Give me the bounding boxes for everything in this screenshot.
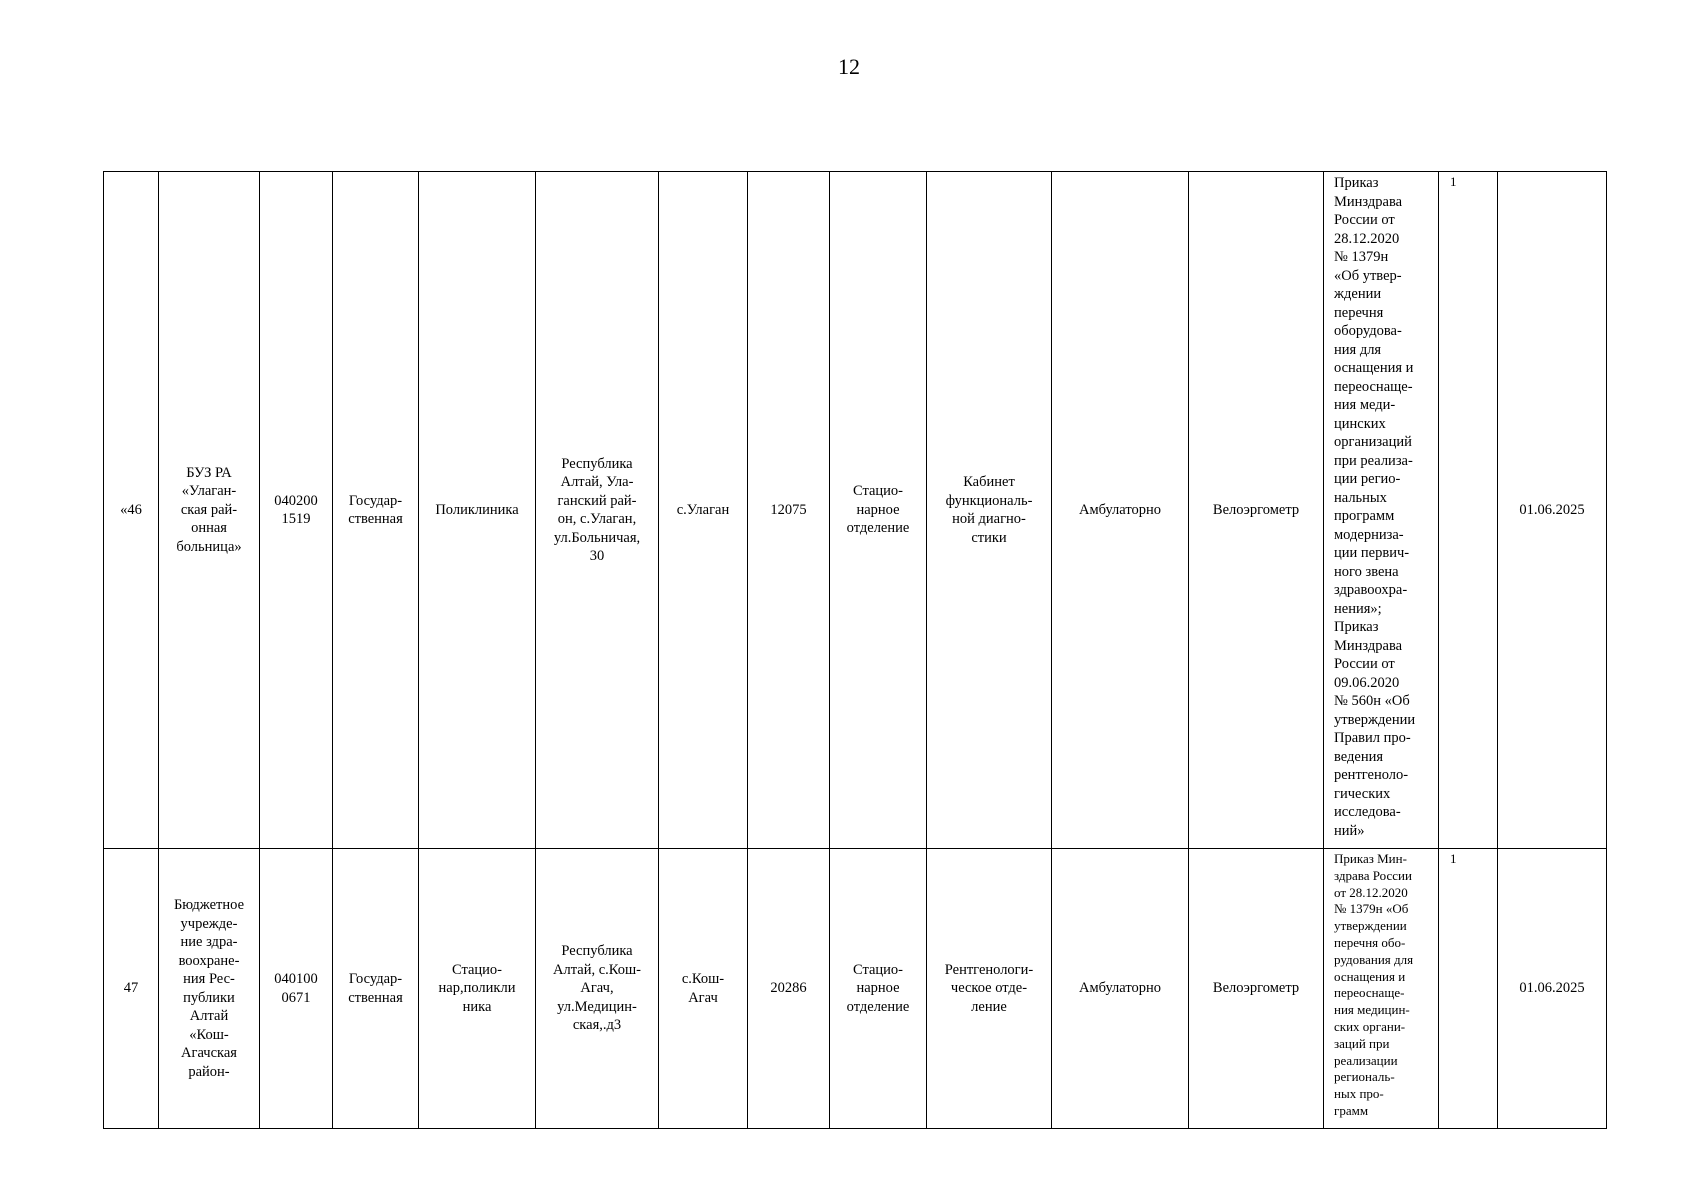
legal-basis-line: исследова-: [1334, 804, 1401, 820]
unit-line: Кабинет: [963, 474, 1015, 490]
unit-cell: [927, 172, 1052, 849]
organization-line: ния Рес-: [183, 971, 235, 987]
date-cell: 01.06.2025: [1498, 849, 1607, 1129]
legal-basis-line: нальных: [1334, 489, 1387, 506]
legal-basis-line: России от: [1334, 656, 1395, 672]
code-line: 040100: [274, 971, 318, 987]
organization-code-cell: [260, 172, 333, 849]
legal-basis-line: Приказ: [1334, 175, 1379, 191]
legal-basis-line: гических: [1334, 785, 1391, 802]
legal-basis-line: Правил про-: [1334, 730, 1411, 746]
locality-line: с.Улаган: [676, 501, 730, 518]
organization-line: «Кош-: [189, 1026, 229, 1043]
ownership-line: Государ-: [348, 971, 403, 987]
legal-basis-line: цинских: [1334, 415, 1386, 432]
locality-cell: [659, 849, 748, 1129]
legal-basis-line: рудования для: [1334, 951, 1414, 967]
legal-basis-line: Приказ: [1334, 619, 1379, 635]
department-line: Стацио-: [852, 961, 904, 978]
legal-basis-line: России от: [1334, 212, 1395, 228]
legal-basis-line: здравоохра-: [1334, 582, 1408, 598]
unit-line: ной диагно-: [952, 511, 1026, 527]
ownership-cell: [333, 172, 419, 849]
legal-basis-line: ния меди-: [1334, 397, 1396, 413]
legal-basis-line: оснащения и: [1334, 968, 1406, 984]
address-line: ская,.д3: [572, 1017, 622, 1034]
equipment-registry-table: [103, 171, 1607, 1129]
department-line: нарное: [856, 980, 900, 997]
organization-line: Алтай: [189, 1008, 229, 1024]
equipment-cell: Велоэргометр: [1189, 172, 1324, 849]
organization-cell: [159, 172, 260, 849]
legal-basis-line: организаций: [1334, 434, 1412, 450]
page-number: 12: [838, 54, 860, 79]
locality-line: Агач: [688, 989, 718, 1006]
code-line: 0671: [281, 989, 311, 1006]
department-line: отделение: [846, 998, 910, 1015]
legal-basis-line: от 28.12.2020: [1334, 884, 1408, 900]
legal-basis-line: утверждении: [1334, 711, 1416, 728]
legal-basis-line: рентгеноло-: [1334, 767, 1409, 783]
address-cell: [536, 849, 659, 1129]
legal-basis-line: ний»: [1334, 822, 1365, 839]
unit-cell: [927, 849, 1052, 1129]
legal-basis-line: оснащения и: [1334, 360, 1414, 376]
facility-type-cell: [419, 172, 536, 849]
legal-basis-line: переоснаще-: [1334, 378, 1413, 395]
unit-line: Рентгенологи-: [944, 961, 1034, 978]
row-number-cell: 47: [104, 849, 159, 1129]
department-line: Стацио-: [852, 483, 904, 500]
address-line: Алтай, с.Кош-: [553, 961, 641, 978]
legal-basis-line: оборудова-: [1334, 323, 1402, 339]
address-line: ганский рай-: [557, 492, 637, 509]
population-cell: 20286: [748, 849, 830, 1129]
organization-line: ская рай-: [180, 501, 238, 518]
unit-line: ческое отде-: [950, 980, 1028, 997]
table-row: [104, 849, 1607, 1129]
legal-basis-line: ного звена: [1334, 563, 1399, 580]
organization-line: район-: [188, 1063, 230, 1080]
population-cell: 12075: [748, 172, 830, 849]
code-line: 040200: [274, 492, 318, 509]
legal-basis-cell: [1324, 849, 1439, 1129]
legal-basis-line: перечня: [1334, 304, 1384, 321]
facility-type-cell: [419, 849, 536, 1129]
organization-line: Бюджетное: [173, 897, 245, 913]
legal-basis-line: № 1379н: [1334, 249, 1389, 265]
address-line: Республика: [561, 455, 633, 472]
legal-basis-line: № 560н «Об: [1334, 693, 1410, 709]
ownership-line: Государ-: [348, 492, 403, 509]
row-number-cell: «46: [104, 172, 159, 849]
locality-cell: [659, 172, 748, 849]
address-line: Агач,: [580, 980, 614, 997]
legal-basis-line: ведения: [1334, 748, 1384, 765]
facility-type-line: нар,поликли: [438, 980, 516, 997]
legal-basis-line: реализации: [1334, 1052, 1398, 1068]
ownership-line: ственная: [348, 989, 403, 1006]
department-cell: [830, 849, 927, 1129]
legal-basis-cell: [1324, 172, 1439, 849]
organization-cell: [159, 849, 260, 1129]
unit-line: функциональ-: [945, 492, 1033, 509]
ownership-cell: [333, 849, 419, 1129]
legal-basis-line: Минздрава: [1334, 193, 1403, 210]
department-line: нарное: [856, 501, 900, 518]
legal-basis-line: модерниза-: [1334, 526, 1404, 543]
legal-basis-line: Приказ Мин-: [1334, 851, 1407, 866]
address-line: Алтай, Ула-: [560, 474, 634, 490]
organization-line: публики: [183, 989, 235, 1006]
legal-basis-line: утверждении: [1334, 918, 1407, 934]
organization-code-cell: [260, 849, 333, 1129]
care-form-cell: Амбулаторно: [1052, 849, 1189, 1129]
table-row: [104, 172, 1607, 849]
care-form-cell: Амбулаторно: [1052, 172, 1189, 849]
address-line: ул.Медицин-: [557, 998, 637, 1015]
organization-line: ние здра-: [180, 934, 238, 950]
address-cell: [536, 172, 659, 849]
unit-line: стики: [971, 529, 1007, 546]
address-line: 30: [589, 548, 605, 564]
legal-basis-line: «Об утвер-: [1334, 267, 1402, 284]
locality-line: с.Кош-: [681, 971, 725, 987]
legal-basis-line: ния для: [1334, 341, 1382, 358]
facility-type-line: Стацио-: [451, 961, 503, 978]
facility-type-line: Поликлиника: [435, 501, 519, 518]
unit-line: ление: [971, 998, 1007, 1015]
date-cell: 01.06.2025: [1498, 172, 1607, 849]
legal-basis-line: программ: [1334, 508, 1395, 524]
quantity-cell: 1: [1439, 172, 1498, 849]
legal-basis-line: ции регио-: [1334, 471, 1401, 487]
department-line: отделение: [846, 520, 910, 537]
legal-basis-line: нения»;: [1334, 600, 1382, 617]
legal-basis-line: ждении: [1334, 286, 1382, 302]
equipment-cell: Велоэргометр: [1189, 849, 1324, 1129]
address-line: он, с.Улаган,: [557, 511, 637, 527]
legal-basis-line: здрава России: [1334, 867, 1412, 883]
legal-basis-line: грамм: [1334, 1102, 1369, 1118]
legal-basis-line: № 1379н «Об: [1334, 901, 1409, 917]
organization-line: БУЗ РА: [186, 464, 232, 481]
organization-line: больница»: [176, 538, 242, 555]
legal-basis-line: Минздрава: [1334, 637, 1403, 654]
quantity-cell: 1: [1439, 849, 1498, 1129]
legal-basis-line: при реализа-: [1334, 452, 1413, 469]
facility-type-line: ника: [462, 998, 492, 1015]
legal-basis-line: перечня обо-: [1334, 934, 1406, 950]
legal-basis-line: ции первич-: [1334, 545, 1410, 561]
address-line: ул.Больничая,: [553, 529, 641, 546]
legal-basis-line: ских органи-: [1334, 1018, 1406, 1034]
legal-basis-line: ния медицин-: [1334, 1002, 1410, 1018]
organization-line: Агачская: [181, 1045, 237, 1061]
department-cell: [830, 172, 927, 849]
organization-line: учрежде-: [180, 915, 238, 932]
ownership-line: ственная: [348, 511, 403, 527]
legal-basis-line: ных про-: [1334, 1086, 1384, 1102]
address-line: Республика: [561, 943, 633, 960]
organization-line: онная: [191, 520, 227, 537]
organization-line: воохране-: [178, 952, 240, 969]
code-line: 1519: [281, 511, 311, 527]
organization-line: «Улаган-: [181, 483, 237, 500]
legal-basis-line: 09.06.2020: [1334, 674, 1400, 691]
legal-basis-line: 28.12.2020: [1334, 230, 1400, 247]
legal-basis-line: переоснаще-: [1334, 985, 1405, 1001]
legal-basis-line: региональ-: [1334, 1069, 1395, 1085]
legal-basis-line: заций при: [1334, 1035, 1390, 1051]
